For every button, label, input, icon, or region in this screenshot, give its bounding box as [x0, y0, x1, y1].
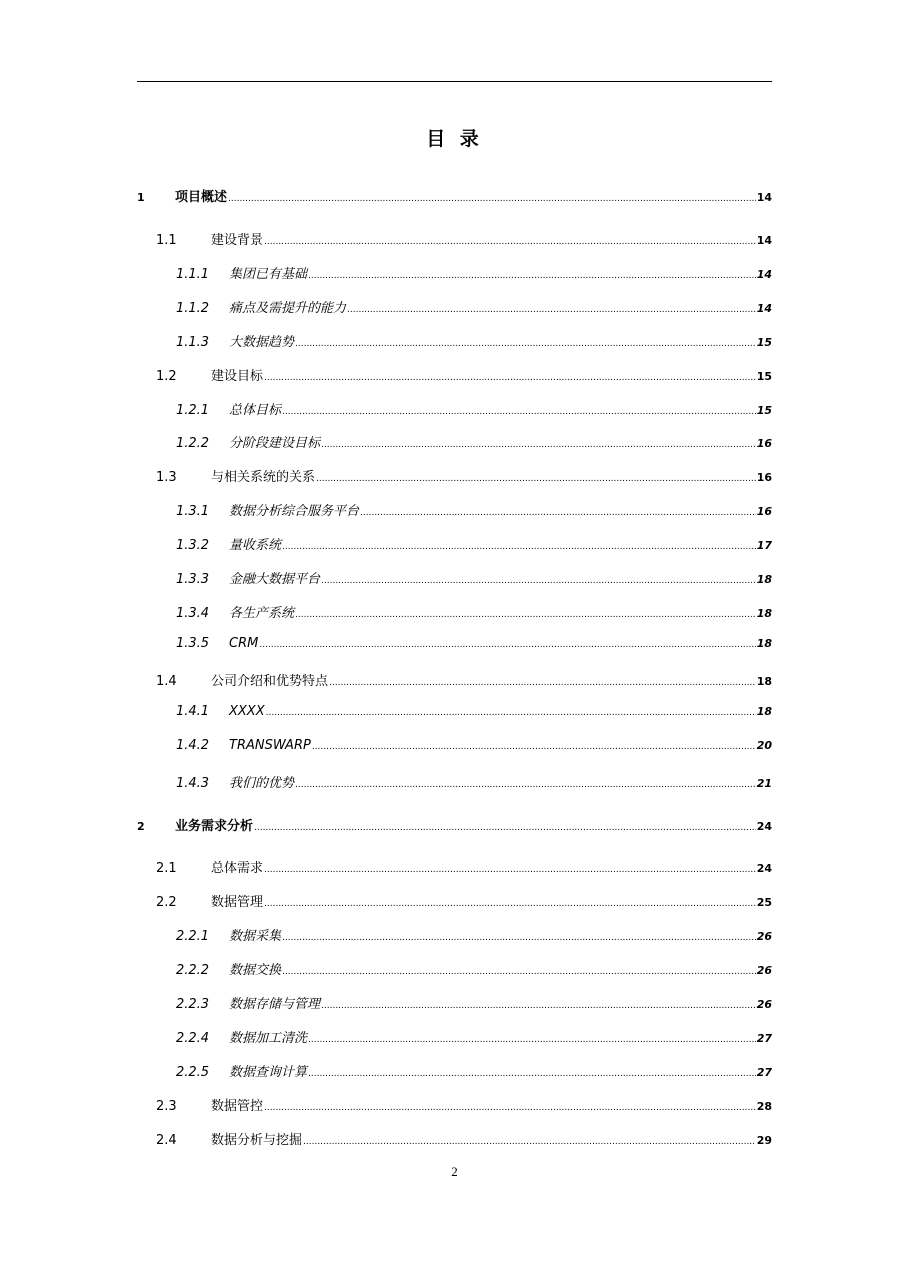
toc-entry-label: 建设背景 — [211, 233, 264, 248]
toc-entry-page: 14 — [756, 234, 772, 247]
toc-entry-page: 14 — [756, 268, 772, 281]
toc-entry[interactable] — [176, 704, 772, 719]
toc-entry-number: 2.2.1 — [176, 929, 210, 944]
toc-entry-leader — [321, 1001, 756, 1011]
toc-entry-label: TRANSWARP — [229, 738, 311, 753]
toc-entry[interactable] — [137, 815, 772, 834]
toc-entry-page: 15 — [756, 404, 772, 417]
toc-title: 目 录 — [426, 128, 483, 150]
toc-entry[interactable] — [156, 365, 772, 384]
toc-entry-label: 数据管理 — [211, 895, 264, 910]
toc-entry-page: 18 — [756, 607, 772, 620]
toc-entry-page: 27 — [756, 1066, 772, 1079]
toc-entry[interactable] — [176, 602, 772, 621]
toc-entry-label: 项目概述 — [175, 190, 228, 205]
toc-entry-page: 26 — [756, 998, 772, 1011]
toc-entry-page: 27 — [756, 1032, 772, 1045]
toc-entry-leader — [347, 305, 756, 315]
toc-entry-leader — [321, 440, 756, 450]
toc-entry-page: 14 — [756, 302, 772, 315]
toc-entry[interactable] — [156, 1095, 772, 1114]
toc-entry[interactable] — [176, 1027, 772, 1046]
toc-entry-label: 数据采集 — [229, 929, 282, 944]
toc-entry-leader — [295, 610, 756, 620]
toc-entry-page: 18 — [756, 675, 772, 688]
toc-entry-label: 数据交换 — [229, 963, 282, 978]
toc-entry-page: 24 — [756, 820, 772, 833]
toc-entry-number: 2 — [137, 820, 145, 833]
toc-entry-number: 1.3 — [156, 470, 177, 485]
toc-entry-number: 1.3.2 — [176, 538, 210, 553]
toc-entry[interactable] — [156, 229, 772, 248]
toc-entry[interactable] — [176, 568, 772, 587]
toc-entry-label: 建设目标 — [211, 369, 264, 384]
toc-entry-leader — [312, 742, 756, 752]
toc-entry-page: 18 — [756, 705, 772, 718]
toc-entry-leader — [303, 1137, 756, 1147]
toc-entry[interactable] — [176, 636, 772, 651]
toc-entry-label: 各生产系统 — [229, 606, 295, 621]
toc-entry-label: 公司介绍和优势特点 — [211, 674, 329, 689]
toc-entry-number: 2.2.5 — [176, 1065, 210, 1080]
toc-entry[interactable] — [176, 331, 772, 350]
toc-entry-leader — [360, 508, 756, 518]
toc-entry-number: 2.3 — [156, 1099, 177, 1114]
toc-entry-number: 1.2.2 — [176, 436, 210, 451]
toc-entry-page: 16 — [756, 437, 772, 450]
toc-entry[interactable] — [176, 959, 772, 978]
toc-entry[interactable] — [176, 772, 772, 791]
toc-entry-leader — [266, 708, 756, 718]
toc-entry-leader — [308, 271, 756, 281]
toc-entry-leader — [295, 780, 756, 790]
toc-entry-number: 2.4 — [156, 1133, 177, 1148]
toc-entry-page: 15 — [756, 336, 772, 349]
toc-entry[interactable] — [176, 993, 772, 1012]
toc-entry-page: 17 — [756, 539, 772, 552]
toc-entry-label: 数据分析与挖掘 — [211, 1133, 303, 1148]
toc-entry-label: 业务需求分析 — [175, 819, 254, 834]
toc-entry[interactable] — [176, 432, 772, 451]
toc-entry-number: 1.4.3 — [176, 776, 210, 791]
toc-entry-number: 2.2.3 — [176, 997, 210, 1012]
toc-entry-number: 2.1 — [156, 861, 177, 876]
toc-entry-leader — [282, 542, 756, 552]
toc-entry-leader — [264, 237, 756, 247]
toc-entry-number: 1.2.1 — [176, 403, 210, 418]
toc-entry[interactable] — [176, 297, 772, 316]
toc-entry-label: 数据管控 — [211, 1099, 264, 1114]
toc-entry-page: 15 — [756, 370, 772, 383]
toc-entry-number: 1.1.3 — [176, 335, 210, 350]
toc-entry-label: CRM — [229, 636, 259, 651]
toc-entry-leader — [228, 194, 756, 204]
toc-entry-number: 1.3.3 — [176, 572, 210, 587]
toc-entry[interactable] — [156, 857, 772, 876]
toc-entry-number: 1.3.4 — [176, 606, 210, 621]
toc-entry-leader — [308, 1035, 756, 1045]
toc-entry-label: 大数据趋势 — [229, 335, 295, 350]
toc-entry-label: 数据查询计算 — [229, 1065, 308, 1080]
toc-entry-label: 集团已有基础 — [229, 267, 308, 282]
toc-entry-leader — [321, 576, 756, 586]
toc-entry-number: 1.3.5 — [176, 636, 210, 651]
toc-entry-leader — [329, 678, 756, 688]
toc-entry-number: 2.2.2 — [176, 963, 210, 978]
toc-entry[interactable] — [176, 534, 772, 553]
toc-entry-label: 分阶段建设目标 — [229, 436, 321, 451]
toc-entry[interactable] — [176, 263, 772, 282]
toc-entry-number: 1.1 — [156, 233, 177, 248]
toc-entry-leader — [264, 373, 756, 383]
toc-entry-label: 总体目标 — [229, 403, 282, 418]
toc-entry[interactable] — [156, 670, 772, 689]
toc-entry-label: 痛点及需提升的能力 — [229, 301, 347, 316]
toc-entry-page: 14 — [756, 191, 772, 204]
toc-entry-leader — [264, 1103, 756, 1113]
toc-entry-leader — [259, 640, 755, 650]
toc-entry-page: 28 — [756, 1100, 772, 1113]
toc-entry-page: 20 — [756, 739, 772, 752]
toc-entry-label: 量收系统 — [229, 538, 282, 553]
toc-entry[interactable] — [176, 1061, 772, 1080]
toc-entry-label: 数据加工清洗 — [229, 1031, 308, 1046]
toc-entry-leader — [308, 1069, 756, 1079]
toc-entry-label: 金融大数据平台 — [229, 572, 321, 587]
toc-entry-leader — [295, 339, 756, 349]
toc-entry-page: 18 — [756, 573, 772, 586]
page-number: 2 — [451, 1164, 458, 1179]
toc-entry-label: 总体需求 — [211, 861, 264, 876]
toc-entry-number: 1.1.2 — [176, 301, 210, 316]
toc-entry-number: 1.1.1 — [176, 267, 210, 282]
toc-entry-number: 1.2 — [156, 369, 177, 384]
toc-entry-page: 24 — [756, 862, 772, 875]
header-rule — [137, 81, 772, 82]
toc-entry[interactable] — [137, 186, 772, 205]
toc-entry-number: 1.4 — [156, 674, 177, 689]
toc-entry-number: 1.4.2 — [176, 738, 210, 753]
toc-entry-leader — [282, 933, 756, 943]
toc-entry-page: 26 — [756, 964, 772, 977]
toc-entry-page: 18 — [756, 637, 772, 650]
toc-entry-page: 16 — [756, 505, 772, 518]
toc-entry-label: 我们的优势 — [229, 776, 295, 791]
toc-entry-number: 1.4.1 — [176, 704, 210, 719]
toc-entry[interactable] — [176, 500, 772, 519]
toc-entry-leader — [316, 474, 756, 484]
toc-entry-label: 数据存储与管理 — [229, 997, 321, 1012]
toc-entry-leader — [264, 899, 756, 909]
toc-entry[interactable] — [176, 738, 772, 753]
toc-entry-page: 21 — [756, 777, 772, 790]
toc-entry-label: 数据分析综合服务平台 — [229, 504, 360, 519]
toc-entry-page: 26 — [756, 930, 772, 943]
toc-entry[interactable] — [176, 925, 772, 944]
toc-entry-leader — [264, 865, 756, 875]
toc-entry-label: XXXX — [229, 704, 265, 719]
toc-entry-leader — [254, 823, 756, 833]
toc-entry[interactable] — [176, 399, 772, 418]
toc-entry-leader — [282, 407, 756, 417]
toc-entry-number: 2.2 — [156, 895, 177, 910]
toc-entry-number: 1 — [137, 191, 145, 204]
toc-entry-number: 1.3.1 — [176, 504, 210, 519]
toc-entry-label: 与相关系统的关系 — [211, 470, 316, 485]
toc-entry-page: 25 — [756, 896, 772, 909]
toc-entry-page: 29 — [756, 1134, 772, 1147]
toc-entry[interactable] — [156, 466, 772, 485]
toc-entry-number: 2.2.4 — [176, 1031, 210, 1046]
toc-entry-leader — [282, 967, 756, 977]
toc-entry-page: 16 — [756, 471, 772, 484]
toc-entry[interactable] — [156, 1129, 772, 1148]
toc-entry[interactable] — [156, 891, 772, 910]
